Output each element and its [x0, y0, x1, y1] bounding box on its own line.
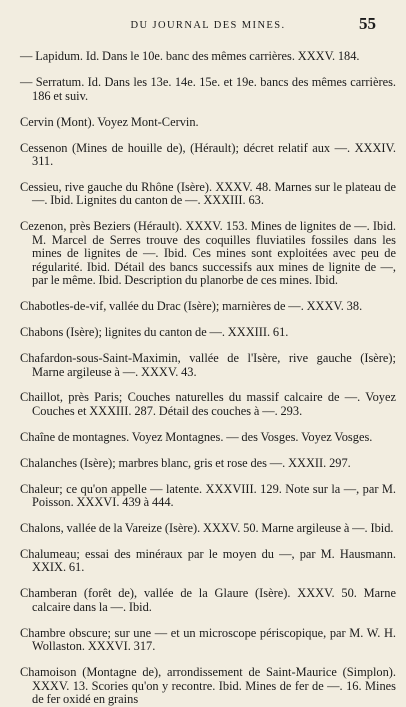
index-entry: Cervin (Mont). Voyez Mont-Cervin.: [20, 114, 199, 129]
index-entry: Chabons (Isère); lignites du canton de —. XXXIII. 61.: [20, 325, 289, 340]
index-entry: Chaîne de montagnes. Voyez Montagnes. — des Vosges. Voyez Vosges.: [20, 429, 373, 444]
index-entry: Chaillot, près Paris; Couches naturelles du massif calcaire de —. Voyez Couches et XXXIII. 287. Détail des couches à —. 293.: [20, 390, 396, 418]
page-header: [20, 10, 396, 38]
index-entry: Chamoison (Montagne de), arrondissement de Saint-Maurice (Simplon). XXXV. 13. Scories qu'on y recontre. Ibid. Mines de fer de —. 16. Mines de fer oxidé en grains: [20, 665, 396, 707]
index-entry: — Serratum. Id. Dans les 13e. 14e. 15e. et 19e. bancs des mêmes carrières. 186 et suiv.: [20, 75, 396, 103]
index-entry: Chamberan (forêt de), vallée de la Glaure (Isère). XXXV. 50. Marne calcaire dans la —. Ibid.: [20, 586, 396, 614]
index-entry: — Lapidum. Id. Dans le 10e. banc des mêmes carrières. XXXV. 184.: [20, 49, 360, 64]
running-title: DU JOURNAL DES MINES.: [130, 20, 286, 31]
index-entry: Chalumeau; essai des minéraux par le moyen du —, par M. Hausmann. XXIX. 61.: [20, 546, 396, 575]
index-entry: Chalons, vallée de la Vareize (Isère). XXXV. 50. Marne argileuse à —. Ibid.: [20, 520, 394, 535]
index-entry: Chalanches (Isère); marbres blanc, gris et rose des —. XXXII. 297.: [20, 455, 351, 470]
index-entry: Chambre obscure; sur une — et un microscope périscopique, par M. W. H. Wollaston. XXXVI. 317.: [20, 625, 396, 654]
index-entry: Chabotles-de-vif, vallée du Drac (Isère); marnières de —. XXXV. 38.: [20, 299, 363, 314]
index-entry: Cessieu, rive gauche du Rhône (Isère). XXXV. 48. Marnes sur le plateau de —. Ibid. Lignites du canton de —. XXXIII. 63.: [20, 179, 396, 208]
index-entry: Cessenon (Mines de houille de), (Hérault); décret relatif aux —. XXXIV. 311.: [20, 140, 396, 169]
index-entry: Cezenon, près Beziers (Hérault). XXXV. 153. Mines de lignites de —. Ibid. M. Marcel de Serres trouve des coquilles fluviatiles fossiles dans les mines de lignites de —. Ibid. Ces mines sont exploitées avec peu de régularité. Ibid. Détail des bancs successifs aux mines de lignite de —, par le même. Ibid. Description du planorbe de ces mines. Ibid.: [20, 219, 396, 288]
index-entry: Chafardon-sous-Saint-Maximin, vallée de l'Isère, rive gauche (Isère); Marne argileuse à —. XXXV. 43.: [20, 351, 396, 379]
index-entry: Chaleur; ce qu'on appelle — latente. XXXVIII. 129. Note sur la —, par M. Poisson. XXXVI. 439 à 444.: [20, 481, 396, 510]
index-entries: [20, 50, 396, 706]
page-number: 55: [359, 14, 376, 33]
